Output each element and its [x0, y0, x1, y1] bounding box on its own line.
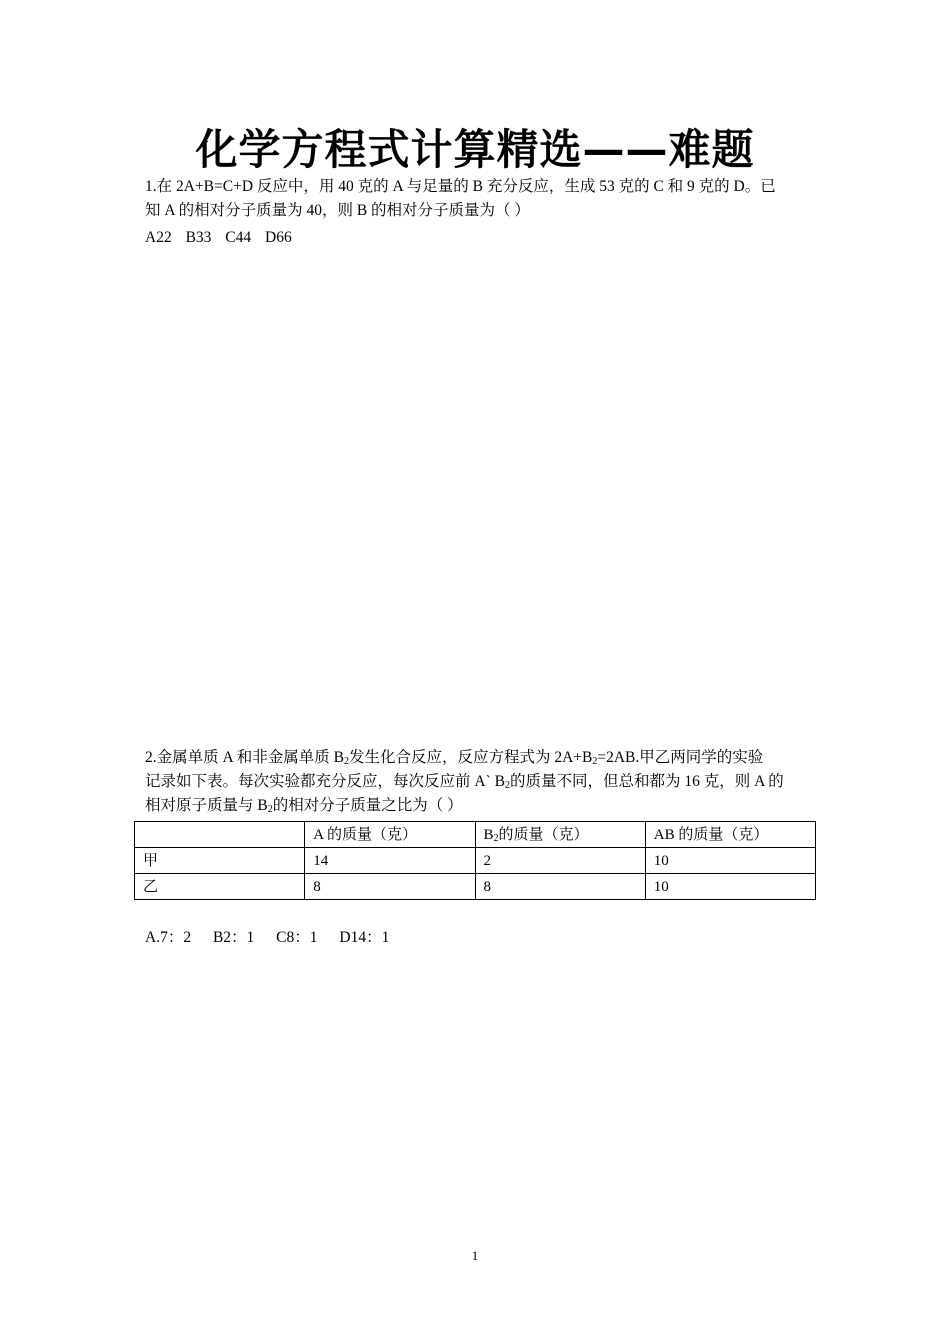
question-1-options: [145, 226, 815, 250]
table-header-row: [135, 822, 816, 848]
table-row: [135, 848, 816, 874]
question-2-line-2-part-a: 记录如下表。每次实验都充分反应，每次反应前 A` B: [145, 773, 505, 790]
question-2-option-a: A.7：2: [145, 929, 192, 946]
question-1-line-2: 知 A 的相对分子质量为 40，则 B 的相对分子质量为（ ）: [145, 202, 530, 219]
subscript: 2: [267, 804, 273, 815]
question-1-option-a: A22: [145, 229, 172, 246]
question-1-option-d: D66: [265, 229, 292, 246]
question-2-line-1-part-a: 2.金属单质 A 和非金属单质 B: [145, 749, 344, 766]
header-b2-suffix: 的质量（克）: [498, 826, 589, 843]
table-cell: 10: [645, 874, 815, 900]
question-2-line-3-part-b: 的相对分子质量之比为（ ）: [272, 797, 463, 814]
page-number: 1: [471, 1248, 479, 1263]
question-2-options: [145, 926, 815, 950]
subscript: 2: [504, 780, 510, 791]
table-cell: 2: [475, 848, 645, 874]
table-cell: 甲: [135, 848, 305, 874]
question-2-line-3-part-a: 相对原子质量与 B: [145, 797, 268, 814]
experiment-table: [134, 821, 816, 900]
table-cell: 10: [645, 848, 815, 874]
question-2-text: [145, 746, 815, 818]
table-cell: 乙: [135, 874, 305, 900]
table-header-cell-b2-mass: [475, 822, 645, 848]
page-title: 化学方程式计算精选——难题: [195, 125, 755, 174]
subscript: 2: [592, 756, 598, 767]
question-2-option-b: B2：1: [212, 929, 255, 946]
question-2-line-1-part-b: 发生化合反应，反应方程式为 2A+B: [348, 749, 593, 766]
question-2-line-1-part-c: =2AB.甲乙两同学的实验: [597, 749, 764, 766]
question-2-line-1: [145, 746, 815, 770]
question-2-line-2-part-b: 的质量不同，但总和都为 16 克，则 A 的: [509, 773, 784, 790]
question-1-option-c: C44: [225, 229, 252, 246]
header-b2-prefix: B: [483, 826, 494, 843]
table-cell: 8: [475, 874, 645, 900]
question-1-option-b: B33: [185, 229, 212, 246]
subscript: 2: [343, 756, 349, 767]
question-2-option-d: D14：1: [339, 929, 390, 946]
question-1-text: [145, 175, 815, 223]
table-header-cell-empty: [135, 822, 305, 848]
table-row: [135, 874, 816, 900]
table-cell: 14: [305, 848, 475, 874]
subscript: 2: [493, 832, 499, 844]
table-header-cell-a-mass: A 的质量（克）: [305, 822, 475, 848]
question-2-line-3: [145, 794, 815, 818]
question-1-line-1: 1.在 2A+B=C+D 反应中，用 40 克的 A 与足量的 B 充分反应，生成 53 克的 C 和 9 克的 D。已: [145, 178, 776, 195]
question-2-option-c: C8：1: [276, 929, 318, 946]
table-cell: 8: [305, 874, 475, 900]
question-2-line-2: [145, 770, 815, 794]
table-header-cell-ab-mass: AB 的质量（克）: [645, 822, 815, 848]
